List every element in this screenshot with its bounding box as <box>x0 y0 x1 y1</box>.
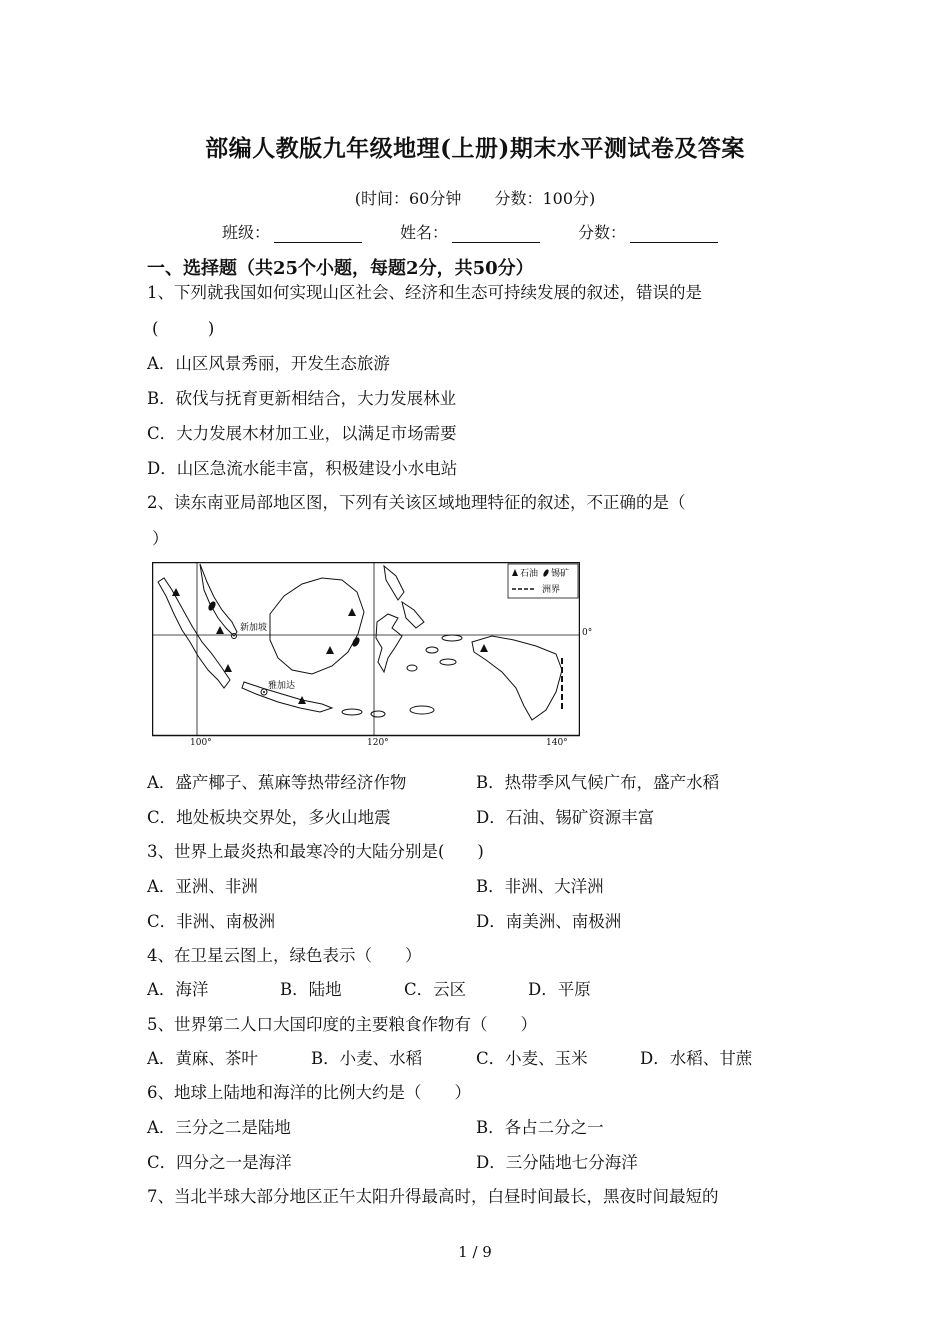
q2-stem: 2、读东南亚局部地区图，下列有关该区域地理特征的叙述，不正确的是（ <box>147 493 686 512</box>
q6-option-c: C．四分之一是海洋 <box>147 1153 292 1172</box>
legend-boundary: 洲界 <box>542 585 561 595</box>
class-label: 班级： <box>222 223 271 242</box>
class-blank[interactable] <box>274 226 362 243</box>
q1-option-c: C．大力发展木材加工业，以满足市场需要 <box>147 424 457 443</box>
q5-option-a: A．黄麻、茶叶 <box>147 1049 258 1068</box>
q1-option-b: B．砍伐与抚育更新相结合，大力发展林业 <box>147 389 457 408</box>
q6-stem: 6、地球上陆地和海洋的比例大约是（ ） <box>147 1083 471 1102</box>
q5-option-d: D．水稻、甘蔗 <box>640 1049 753 1068</box>
q1-stem: 1、下列就我国如何实现山区社会、经济和生态可持续发展的叙述，错误的是 <box>147 283 702 302</box>
lon-120-label: 120° <box>367 738 389 748</box>
legend-oil: 石油 <box>520 569 539 579</box>
name-blank[interactable] <box>452 226 540 243</box>
q3-option-a: A．亚洲、非洲 <box>147 877 258 896</box>
q3-stem: 3、世界上最炎热和最寒冷的大陆分别是( ) <box>147 842 484 861</box>
q5-option-b: B．小麦、水稻 <box>311 1049 423 1068</box>
q1-option-d: D．山区急流水能丰富，积极建设小水电站 <box>147 459 458 478</box>
q3-option-d: D．南美洲、南极洲 <box>476 912 622 931</box>
q4-option-a: A．海洋 <box>147 980 209 999</box>
q2-paren: ） <box>152 529 169 548</box>
name-label: 姓名： <box>400 223 449 242</box>
q2-option-d: D．石油、锡矿资源丰富 <box>476 808 655 827</box>
singapore-label: 新加坡 <box>240 623 268 633</box>
q7-stem: 7、当北半球大部分地区正午太阳升得最高时，白昼时间最长，黑夜时间最短的 <box>147 1187 719 1206</box>
exam-title: 部编人教版九年级地理(上册)期末水平测试卷及答案 <box>205 135 745 162</box>
legend-tin: 锡矿 <box>551 569 570 579</box>
student-fields <box>222 220 718 243</box>
q3-option-c: C．非洲、南极洲 <box>147 912 276 931</box>
q2-option-b: B．热带季风气候广布，盛产水稻 <box>476 773 720 792</box>
page-number: 1 / 9 <box>458 1243 492 1261</box>
score-label: 分数： <box>578 223 627 242</box>
time-limit: (时间：60分钟 <box>354 189 462 208</box>
lon-100-label: 100° <box>190 738 212 748</box>
class-field[interactable] <box>222 220 362 243</box>
q4-option-b: B．陆地 <box>280 980 342 999</box>
q1-option-a: A．山区风景秀丽，开发生态旅游 <box>147 354 390 373</box>
q1-paren: ( ) <box>152 319 215 338</box>
name-field[interactable] <box>400 220 540 243</box>
score-field[interactable] <box>578 220 718 243</box>
exam-meta <box>0 186 950 209</box>
jakarta-label: 雅加达 <box>268 681 296 691</box>
q5-stem: 5、世界第二人口大国印度的主要粮食作物有（ ） <box>147 1015 537 1034</box>
total-score: 分数：100分) <box>494 189 596 208</box>
southeast-asia-map <box>152 562 580 738</box>
q2-option-a: A．盛产椰子、蕉麻等热带经济作物 <box>147 773 407 792</box>
q3-option-b: B．非洲、大洋洲 <box>476 877 604 896</box>
q2-option-c: C．地处板块交界处，多火山地震 <box>147 808 391 827</box>
section-heading: 一、选择题（共25个小题，每题2分，共50分） <box>147 258 534 279</box>
q6-option-d: D．三分陆地七分海洋 <box>476 1153 638 1172</box>
score-blank[interactable] <box>630 226 718 243</box>
q6-option-a: A．三分之二是陆地 <box>147 1118 291 1137</box>
q4-stem: 4、在卫星云图上，绿色表示（ ） <box>147 946 422 965</box>
q4-option-c: C．云区 <box>404 980 467 999</box>
equator-label: 0° <box>582 628 593 638</box>
q4-option-d: D．平原 <box>528 980 591 999</box>
lon-140-label: 140° <box>546 738 568 748</box>
q6-option-b: B．各占二分之一 <box>476 1118 604 1137</box>
q5-option-c: C．小麦、玉米 <box>476 1049 588 1068</box>
